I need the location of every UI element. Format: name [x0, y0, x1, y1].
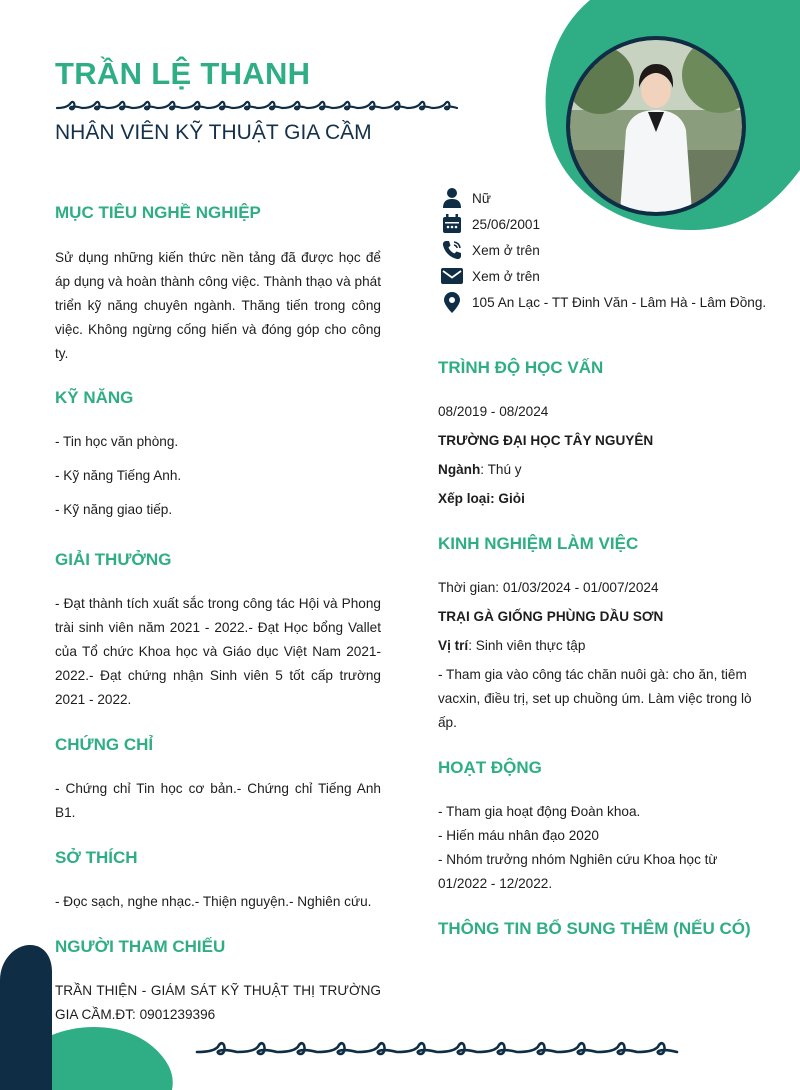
section-heading-skills: KỸ NĂNG [55, 388, 134, 407]
section-heading-education: TRÌNH ĐỘ HỌC VẤN [438, 358, 604, 377]
contact-gender: Nữ [440, 186, 491, 210]
section-heading-activities: HOẠT ĐỘNG [438, 758, 542, 777]
section-heading-hobbies: SỞ THÍCH [55, 848, 138, 867]
experience-company: TRẠI GÀ GIỐNG PHÙNG DẦU SƠN [438, 609, 664, 624]
education-period: 08/2019 - 08/2024 [438, 404, 549, 419]
experience-position: Vị trí: Sinh viên thực tập [438, 638, 586, 653]
activity-item: - Hiến máu nhân đạo 2020 [438, 828, 599, 843]
contact-email: Xem ở trên [440, 264, 540, 288]
bottom-squiggle-divider [195, 1040, 700, 1070]
hobbies-text: - Đọc sạch, nghe nhạc.- Thiện nguyện.- Nghiên cứu. [55, 894, 372, 909]
phone-icon [440, 239, 464, 261]
user-icon [440, 187, 464, 209]
skill-item: - Kỹ năng Tiếng Anh. [55, 468, 182, 483]
section-heading-experience: KINH NGHIỆM LÀM VIỆC [438, 534, 639, 553]
education-major: Ngành: Thú y [438, 462, 522, 477]
education-school: TRƯỜNG ĐẠI HỌC TÂY NGUYÊN [438, 433, 654, 448]
education-rank: Xếp loại: Giỏi [438, 491, 525, 506]
skill-item: - Kỹ năng giao tiếp. [55, 502, 173, 517]
contact-phone: Xem ở trên [440, 238, 540, 262]
experience-description: - Tham gia vào công tác chăn nuôi gà: cho ăn, tiêm vacxin, điều trị, set up chuồng úm. Làm việc trong lò ấp. [438, 667, 752, 730]
section-heading-references: NGƯỜI THAM CHIẾU [55, 937, 226, 956]
skill-item: - Tin học văn phòng. [55, 434, 179, 449]
objective-text: Sử dụng những kiến thức nền tảng đã được học để áp dụng và hoàn thành công việc. Thành thạo và phát triển kỹ năng chuyên ngành. Thăng tiến trong công việc. Không ngừng cống hiến và đóng góp cho công ty. [55, 250, 381, 361]
section-heading-additional: THÔNG TIN BỔ SUNG THÊM (NẾU CÓ) [438, 919, 751, 938]
activity-item: - Tham gia hoạt động Đoàn khoa. [438, 804, 641, 819]
contact-address: 105 An Lạc - TT Đinh Văn - Lâm Hà - Lâm Đồng. [440, 290, 766, 314]
activity-item: - Nhóm trưởng nhóm Nghiên cứu Khoa học từ 01/2022 - 12/2022. [438, 852, 718, 891]
email-icon [440, 265, 464, 287]
location-icon [440, 291, 464, 313]
contact-birthday: 25/06/2001 [440, 212, 540, 236]
job-title: NHÂN VIÊN KỸ THUẬT GIA CẦM [55, 121, 372, 144]
calendar-icon [440, 213, 464, 235]
references-text: TRẦN THIỆN - GIÁM SÁT KỸ THUẬT THỊ TRƯỜNG GIA CẦM.ĐT: 0901239396 [55, 983, 381, 1022]
candidate-name: TRẦN LỆ THANH [55, 56, 311, 91]
experience-period: Thời gian: 01/03/2024 - 01/007/2024 [438, 580, 659, 595]
section-heading-awards: GIẢI THƯỞNG [55, 550, 172, 569]
profile-photo [566, 36, 746, 216]
squiggle-divider [55, 96, 475, 116]
section-heading-certificates: CHỨNG CHỈ [55, 735, 154, 754]
section-heading-objective: MỤC TIÊU NGHỀ NGHIỆP [55, 203, 261, 222]
awards-text: - Đạt thành tích xuất sắc trong công tác Hội và Phong trài sinh viên năm 2021 - 2022.- Đạt Học bổng Vallet của Tổ chức Khoa học và Giáo dục Việt Nam 2021- 2022.- Đạt chứng nhận Sinh viên 5 tốt cấp trường 2021 - 2022. [55, 596, 381, 707]
certificates-text: - Chứng chỉ Tin học cơ bản.- Chứng chỉ Tiếng Anh B1. [55, 781, 381, 820]
